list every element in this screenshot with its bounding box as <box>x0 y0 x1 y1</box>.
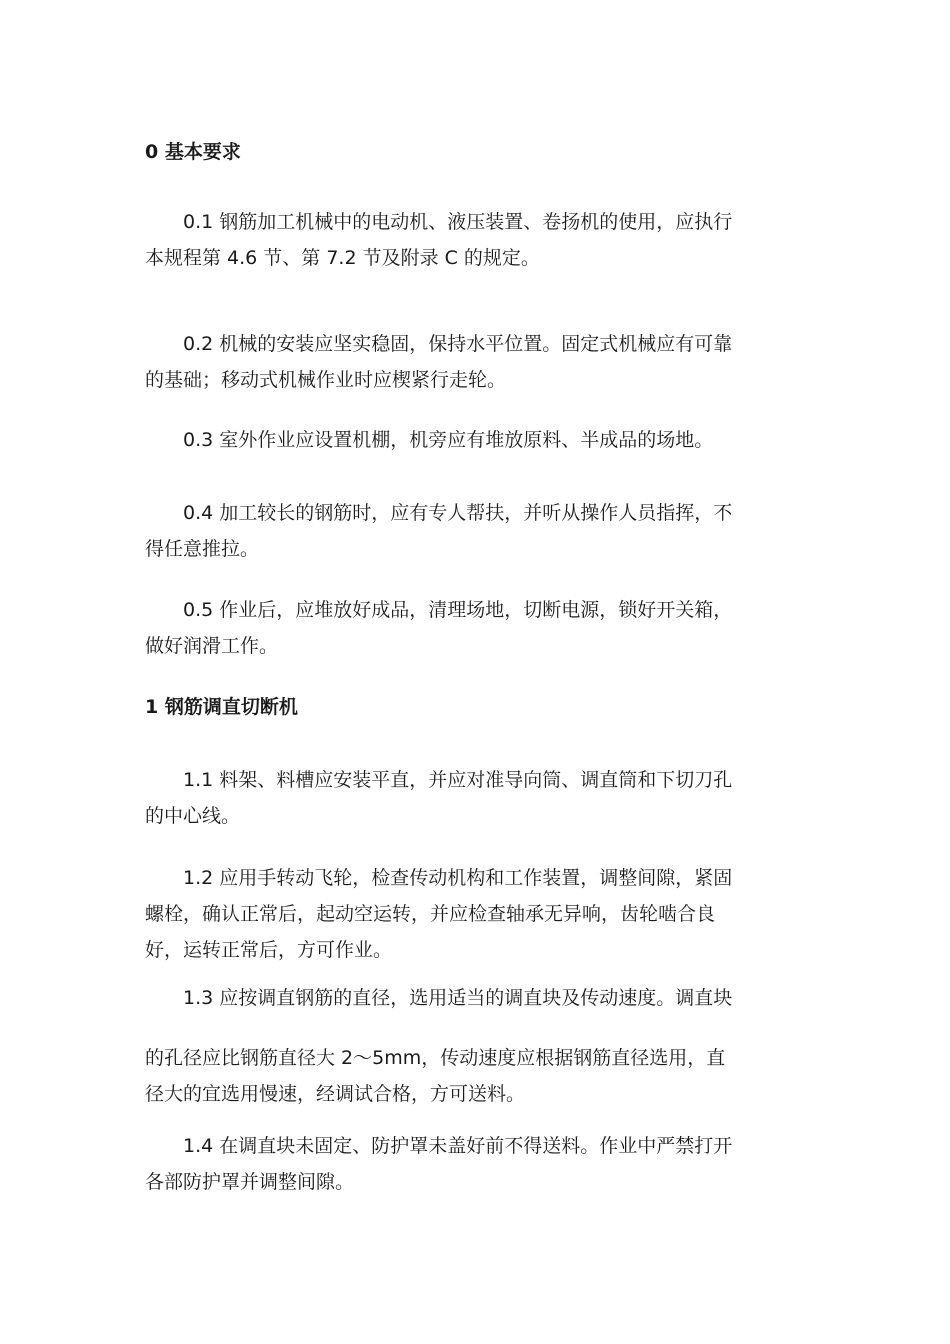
paragraph-line: 1.4 在调直块未固定、防护罩未盖好前不得送料。作业中严禁打开 <box>183 1135 733 1157</box>
paragraph-line: 0.5 作业后，应堆放好成品，清理场地，切断电源，锁好开关箱， <box>183 599 733 621</box>
paragraph-line: 1.1 料架、料槽应安装平直，并应对准导向筒、调直筒和下切刀孔 <box>183 769 733 791</box>
paragraph-1-2 <box>145 860 805 968</box>
paragraph-1-4 <box>145 1128 805 1200</box>
paragraph-line: 本规程第 4.6 节、第 7.2 节及附录 C 的规定。 <box>145 247 540 269</box>
paragraph-line: 螺栓，确认正常后，起动空运转，并应检查轴承无异响，齿轮啮合良 <box>145 903 716 925</box>
paragraph-0-2 <box>145 326 805 398</box>
section-heading-0: 0 基本要求 <box>145 141 241 163</box>
paragraph-line: 做好润滑工作。 <box>145 635 279 657</box>
paragraph-0-4 <box>145 495 805 567</box>
paragraph-0-5 <box>145 592 805 664</box>
paragraph-line: 0.4 加工较长的钢筋时，应有专人帮扶，并听从操作人员指挥，不 <box>183 502 733 524</box>
paragraph-line: 的孔径应比钢筋直径大 2～5mm，传动速度应根据钢筋直径选用，直 <box>145 1047 726 1069</box>
paragraph-0-1 <box>145 204 805 276</box>
paragraph-line: 1.3 应按调直钢筋的直径，选用适当的调直块及传动速度。调直块 <box>183 987 733 1009</box>
paragraph-line: 好，运转正常后，方可作业。 <box>145 939 393 961</box>
paragraph-line: 各部防护罩并调整间隙。 <box>145 1171 355 1193</box>
paragraph-line: 的中心线。 <box>145 805 241 827</box>
paragraph-line: 0.3 室外作业应设置机棚，机旁应有堆放原料、半成品的场地。 <box>183 429 714 451</box>
paragraph-line: 0.1 钢筋加工机械中的电动机、液压装置、卷扬机的使用，应执行 <box>183 211 733 233</box>
paragraph-line: 1.2 应用手转动飞轮，检查传动机构和工作装置，调整间隙，紧固 <box>183 867 733 889</box>
section-heading-1: 1 钢筋调直切断机 <box>145 696 298 718</box>
paragraph-line: 0.2 机械的安装应坚实稳固，保持水平位置。固定式机械应有可靠 <box>183 333 733 355</box>
paragraph-1-1 <box>145 762 805 834</box>
paragraph-1-3 <box>145 980 805 1112</box>
paragraph-line: 的基础；移动式机械作业时应楔紧行走轮。 <box>145 369 507 391</box>
paragraph-line: 得任意推拉。 <box>145 538 260 560</box>
paragraph-0-3 <box>145 422 805 458</box>
paragraph-line: 径大的宜选用慢速，经调试合格，方可送料。 <box>145 1083 526 1105</box>
